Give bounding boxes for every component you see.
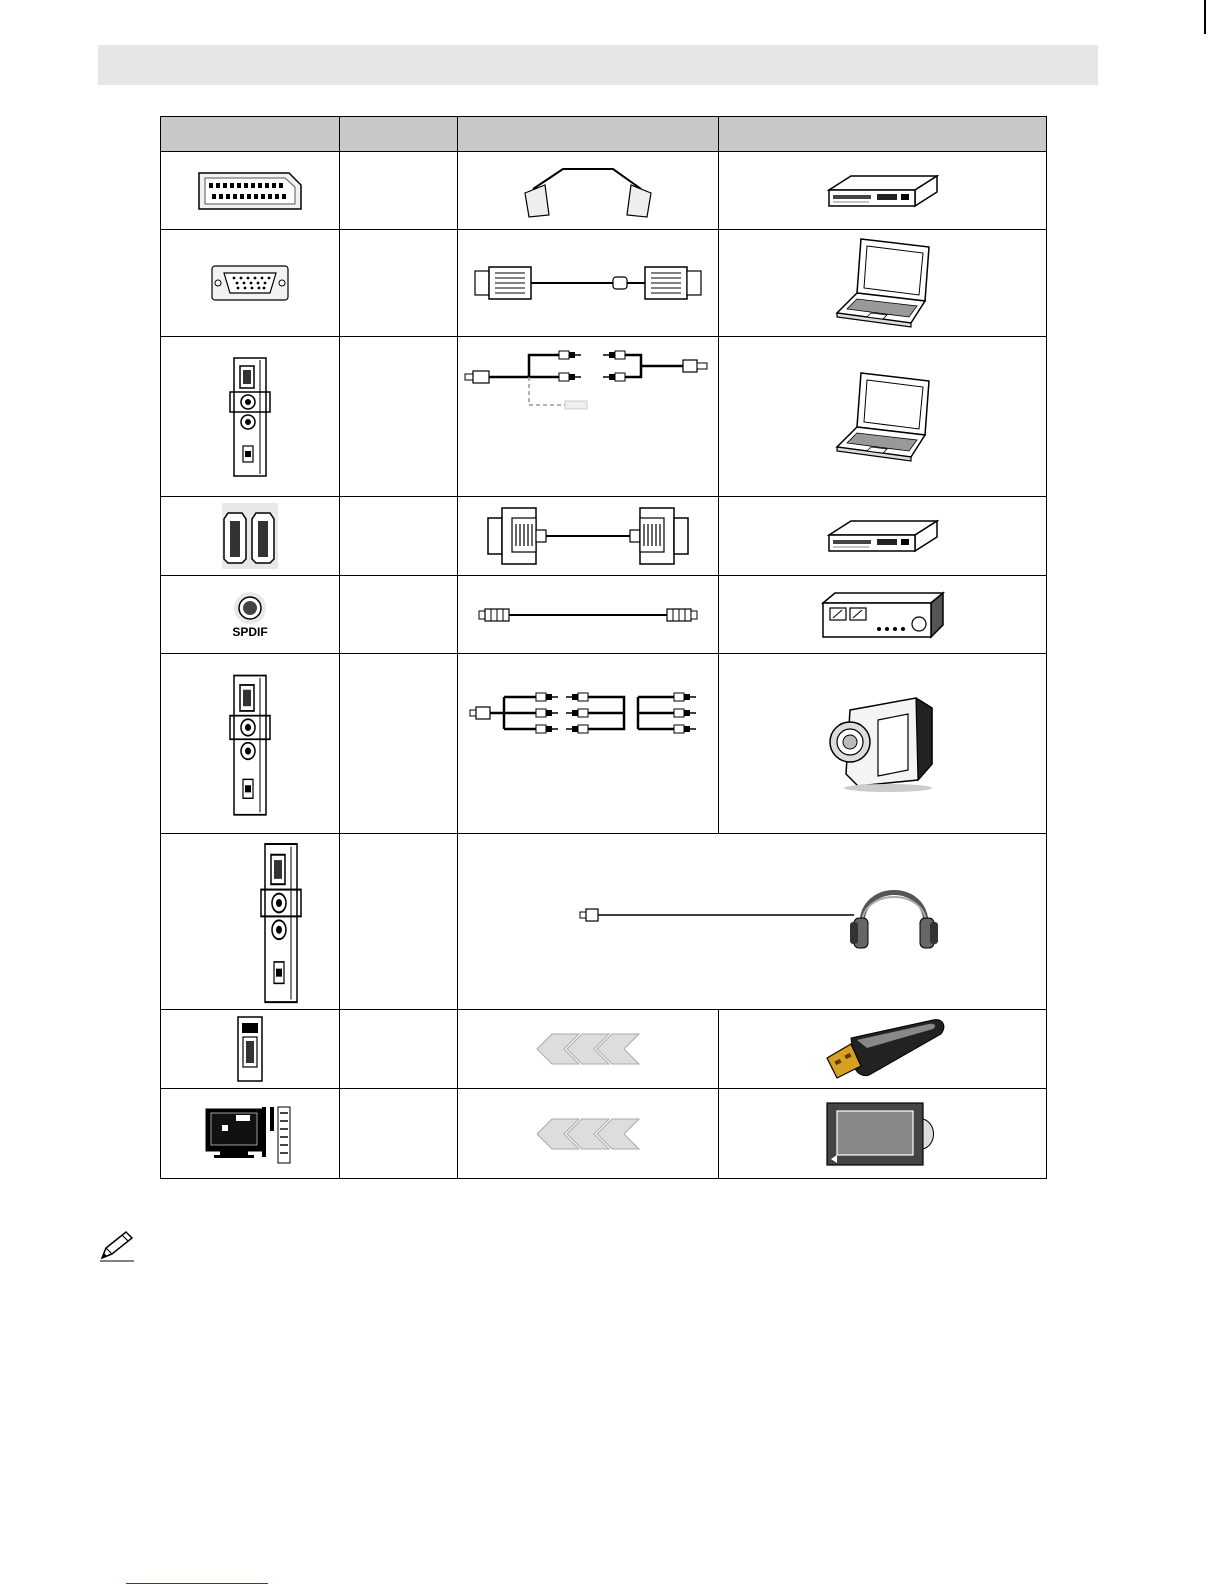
- type-cell: [340, 654, 458, 834]
- table-row: [161, 497, 1047, 576]
- header-connector: [161, 117, 340, 152]
- pc-audio-cable-icon: [463, 347, 713, 427]
- insert-arrows-icon: [535, 1032, 641, 1066]
- dvd-recorder-icon: [827, 174, 939, 208]
- connector-cell: [161, 576, 340, 654]
- pencil-icon: [98, 1230, 136, 1264]
- device-cell: [719, 1010, 1047, 1089]
- type-cell: [340, 834, 458, 1010]
- table-row: [161, 576, 1047, 654]
- usb-socket-icon: [236, 1015, 264, 1083]
- table-row: [161, 230, 1047, 337]
- amplifier-icon: [821, 591, 945, 639]
- cable-cell: [458, 654, 719, 834]
- type-cell: [340, 1089, 458, 1179]
- table-row: [161, 834, 1047, 1010]
- device-cell: [719, 497, 1047, 576]
- cable-cell: [458, 497, 719, 576]
- side-panel-icon: [257, 840, 303, 1004]
- usb-stick-icon: [817, 1016, 949, 1082]
- device-cell: [719, 1089, 1047, 1179]
- headphones-icon: [850, 892, 938, 948]
- connector-cell: [161, 1010, 340, 1089]
- table-header-row: [161, 117, 1047, 152]
- cam-module-icon: [825, 1101, 941, 1167]
- coaxial-cable-icon: [477, 606, 699, 624]
- device-cell: [719, 576, 1047, 654]
- cable-cell: [458, 1089, 719, 1179]
- cable-cell: [458, 152, 719, 230]
- cable-cell: [458, 337, 719, 497]
- hdmi-sockets-icon: [222, 503, 278, 569]
- type-cell: [340, 230, 458, 337]
- device-cell: [719, 337, 1047, 497]
- scart-cable-icon: [523, 163, 653, 219]
- section-header-bar: [98, 45, 1098, 85]
- page-corner-mark: [1204, 0, 1206, 34]
- type-cell: [340, 497, 458, 576]
- header-type: [340, 117, 458, 152]
- table-row: [161, 337, 1047, 497]
- device-cell: [719, 654, 1047, 834]
- table-row: [161, 1089, 1047, 1179]
- type-cell: [340, 1010, 458, 1089]
- cable-cell: [458, 230, 719, 337]
- hdmi-cable-icon: [486, 504, 690, 568]
- connector-cell: [161, 654, 340, 834]
- vga-cable-icon: [473, 265, 703, 301]
- table-row: [161, 654, 1047, 834]
- side-panel-icon: [228, 672, 272, 816]
- vga-socket-icon: [210, 264, 290, 302]
- insert-arrows-icon: [535, 1117, 641, 1151]
- connections-table: [160, 116, 1047, 1179]
- device-cell: [719, 152, 1047, 230]
- side-panel-icon: [228, 355, 272, 479]
- table-row: [161, 152, 1047, 230]
- camcorder-icon: [828, 694, 938, 794]
- tv-ci-slot-icon: [204, 1103, 296, 1165]
- connector-cell: [161, 834, 340, 1010]
- connector-cell: [161, 337, 340, 497]
- scart-socket-icon: [195, 169, 305, 213]
- type-cell: [340, 337, 458, 497]
- connector-cell: [161, 152, 340, 230]
- type-cell: [340, 576, 458, 654]
- connector-cell: [161, 1089, 340, 1179]
- laptop-icon: [835, 371, 931, 463]
- connector-cell: [161, 497, 340, 576]
- cable-cell: [458, 1010, 719, 1089]
- laptop-icon: [835, 237, 931, 329]
- cable-cell: [458, 576, 719, 654]
- dvd-recorder-icon: [827, 519, 939, 553]
- cable-device-cell: [458, 834, 1047, 1010]
- table-row: [161, 1010, 1047, 1089]
- device-cell: [719, 230, 1047, 337]
- headphone-cable-icon: [578, 882, 958, 962]
- spdif-label: SPDIF: [232, 624, 268, 639]
- header-device: [719, 117, 1047, 152]
- av-cable-icon: [468, 692, 708, 742]
- header-cables: [458, 117, 719, 152]
- type-cell: [340, 152, 458, 230]
- connector-cell: [161, 230, 340, 337]
- spdif-socket-icon: [220, 590, 280, 640]
